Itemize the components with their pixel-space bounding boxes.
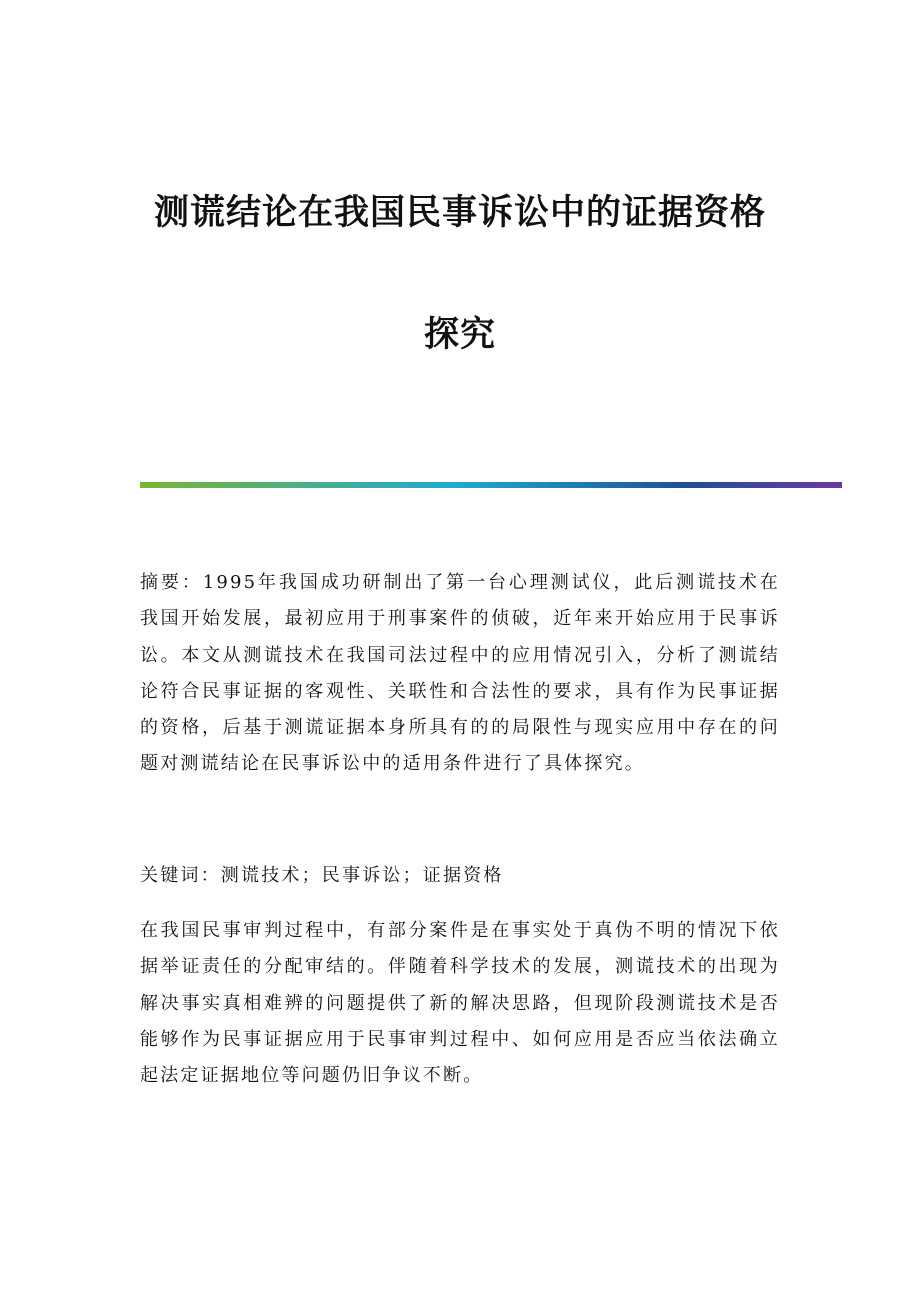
document-title-line-2: 探究	[423, 315, 496, 355]
keywords-line: 关键词：测谎技术；民事诉讼；证据资格	[140, 865, 504, 886]
document-title-line-1: 测谎结论在我国民事诉讼中的证据资格	[153, 193, 766, 233]
body-paragraph: 在我国民事审判过程中，有部分案件是在事实处于真伪不明的情况下依据举证责任的分配审结的。伴随着科学技术的发展，测谎技术的出现为解决事实真相难辨的问题提供了新的解决思路，但现阶段测谎技术是否能够作为民事证据应用于民事审判过程中、如何应用是否应当依法确立起法定证据地位等问题仍旧争议不断。	[140, 920, 780, 1087]
abstract-paragraph: 摘要：1995年我国成功研制出了第一台心理测试仪，此后测谎技术在我国开始发展，最初应用于刑事案件的侦破，近年来开始应用于民事诉讼。本文从测谎技术在我国司法过程中的应用情况引入，分析了测谎结论符合民事证据的客观性、关联性和合法性的要求，具有作为民事证据的资格，后基于测谎证据本身所具有的的局限性与现实应用中存在的问题对测谎结论在民事诉讼中的适用条件进行了具体探究。	[140, 572, 780, 775]
gradient-divider	[140, 482, 842, 488]
